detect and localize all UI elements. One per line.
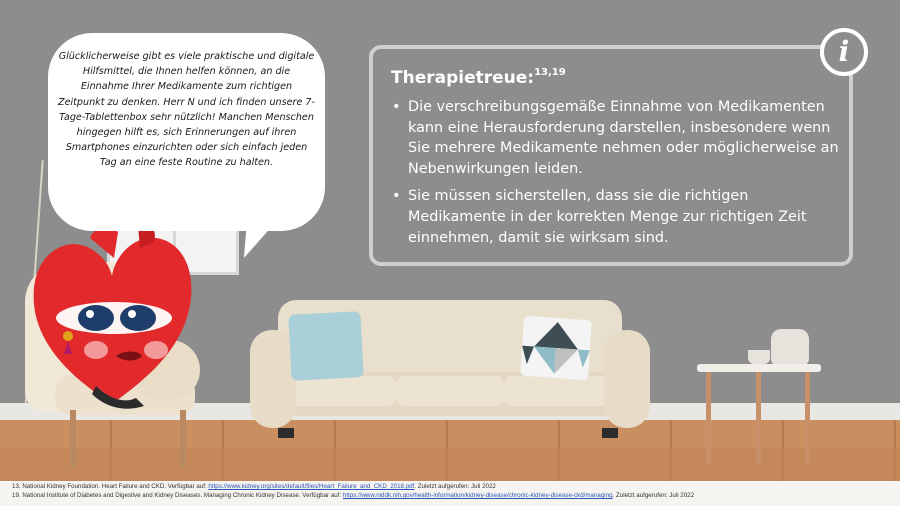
bullet-text: Die verschreibungsgemäße Einnahme von Medikamenten kann eine Herausforderung darstellen, insbesondere wenn Sie mehrere Medikamente nehmen oder möglicherweise an Nebenwirkungen leiden. [408, 99, 839, 177]
sofa-leg [278, 428, 294, 438]
sofa-leg [602, 428, 618, 438]
patterned-pillow [520, 316, 592, 381]
blue-pillow [288, 311, 363, 381]
reference-suffix: . Zuletzt aufgerufen: Juli 2022 [612, 492, 695, 499]
section-title [391, 67, 566, 88]
sofa-cushion [288, 376, 396, 406]
side-table-top [697, 364, 821, 372]
info-icon: i [820, 28, 868, 76]
floor-shade [0, 448, 900, 482]
reference-13 [12, 483, 496, 490]
side-table-leg [706, 372, 711, 464]
bullet-marker: • [392, 188, 401, 205]
speech-bubble-text: Glücklicherweise gibt es viele praktische und digitale Hilfsmittel, die Ihnen helfen können, an die Einnahme Ihrer Medikamente zum richtigen Zeitpunkt zu denken. Herr N und ich finden unsere 7-Tage-Tablettenbox sehr nützlich! Manchen Menschen hingegen hilft es, sich Erinnerungen auf ihren Smartphones einzurichten oder sich einfach jeden Tag an eine feste Routine zu halten. [58, 51, 315, 169]
triangle-pattern [520, 316, 592, 381]
sofa-cushion [396, 376, 504, 406]
bullet-marker: • [392, 99, 401, 115]
reference-suffix: . Zuletzt aufgerufen: Juli 2022 [414, 483, 496, 490]
bullet-list [391, 97, 843, 255]
heart-character [26, 218, 198, 412]
sofa-arm-right [604, 330, 650, 428]
bullet-text: Sie müssen sicherstellen, dass sie die richtigen Medikamente in der korrekten Menge zur richtigen Zeit einnehmen, damit sie wirksam sind. [408, 188, 807, 246]
reference-prefix: 13. National Kidney Foundation. Heart Failure and CKD. Verfügbar auf: [12, 483, 209, 490]
sofa-cushion [504, 376, 612, 406]
side-table-leg [805, 372, 810, 464]
reference-link[interactable]: https://www.niddk.nih.gov/health-information/kidney-disease/chronic-kidney-disease-ckd/managing [342, 492, 613, 499]
armchair-leg [70, 410, 76, 468]
armchair-leg [180, 410, 186, 468]
title-reference-superscript: 13,19 [534, 67, 566, 78]
side-table-leg [756, 372, 761, 464]
section-title-text: Therapietreue: [391, 68, 535, 88]
reference-prefix: 19. National Institute of Diabetes and Digestive and Kidney Diseases. Managing Chronic Kidney Disease. Verfügbar auf: [12, 492, 343, 499]
bullet-item [391, 186, 843, 248]
cup [748, 350, 770, 364]
bullet-item [391, 97, 843, 179]
reference-19 [12, 492, 694, 499]
reference-link[interactable]: https://www.kidney.org/sites/default/files/Heart_Failure_and_CKD_2018.pdf [208, 483, 415, 490]
teapot [771, 329, 809, 365]
